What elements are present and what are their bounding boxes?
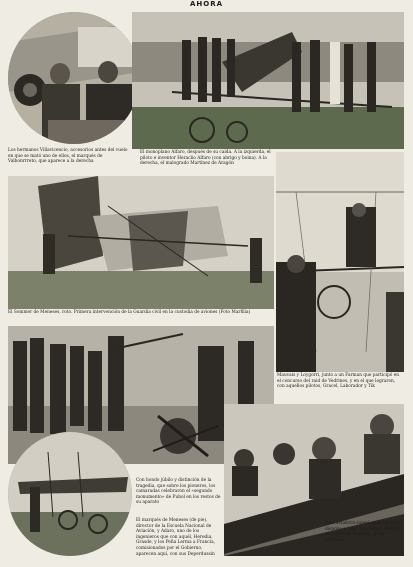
photo-sommer-wreck bbox=[8, 176, 274, 309]
photo-mauvais-loygorri bbox=[276, 152, 404, 372]
caption-meneses-portrait: El marqués de Meneses (de pie), director de la Escuela Nacional de Aviación, y Adaro, uno de los ingenieros que con aquél, Heredia, Grasde, y los Peña Lerma a Francia, comisionados por el Gobierno, aparecen aquí, con sus Deperdussin bbox=[136, 518, 215, 557]
photo-deperdussin-circle bbox=[8, 432, 132, 556]
caption-alfaro: El monoplano Alfaro, después de su caída. A la izquierda, el piloto e inventor Heraclio Alfaro (con abrigo y boina). A la derecha, el malogrado Martínez de Aragón bbox=[140, 150, 271, 167]
masthead: AHORA bbox=[189, 0, 224, 8]
caption-brindis: Con hondo júbilo y distinción de la tragedia, que sobre los pioneros, los camaradas celebraron el «segundo monumento» de Pubol en los restos de su aparato bbox=[136, 478, 221, 506]
photo-villavicencio-brothers bbox=[8, 12, 140, 144]
caption-mauvais: Mauvais y Loygorri, junto a un Farman que participó en el concurso del raid de Vedrines, y en el que lograron, con aquellos pilotos, Gracel, Laborador y Tik bbox=[277, 373, 400, 390]
caption-gorro: Esta aviadora sujetó su gorro y su dispone a volar con Adaro, recogió un trofeo de la tarde, (Foto Marfilia) bbox=[325, 521, 401, 543]
photo-alfaro-monoplane bbox=[132, 12, 404, 149]
caption-villavicencio: Los hermanos Villavicencio, accesorios antes del vuelo en que se mató uno de ellos, el marqués de Valbonrrreto, que aparece a la derecha bbox=[8, 148, 128, 165]
caption-meneses: El Sommer de Meneses, roto. Primera intervención de la Guardia civil en la custodia de aviones (Foto Marfilia) bbox=[8, 310, 251, 315]
